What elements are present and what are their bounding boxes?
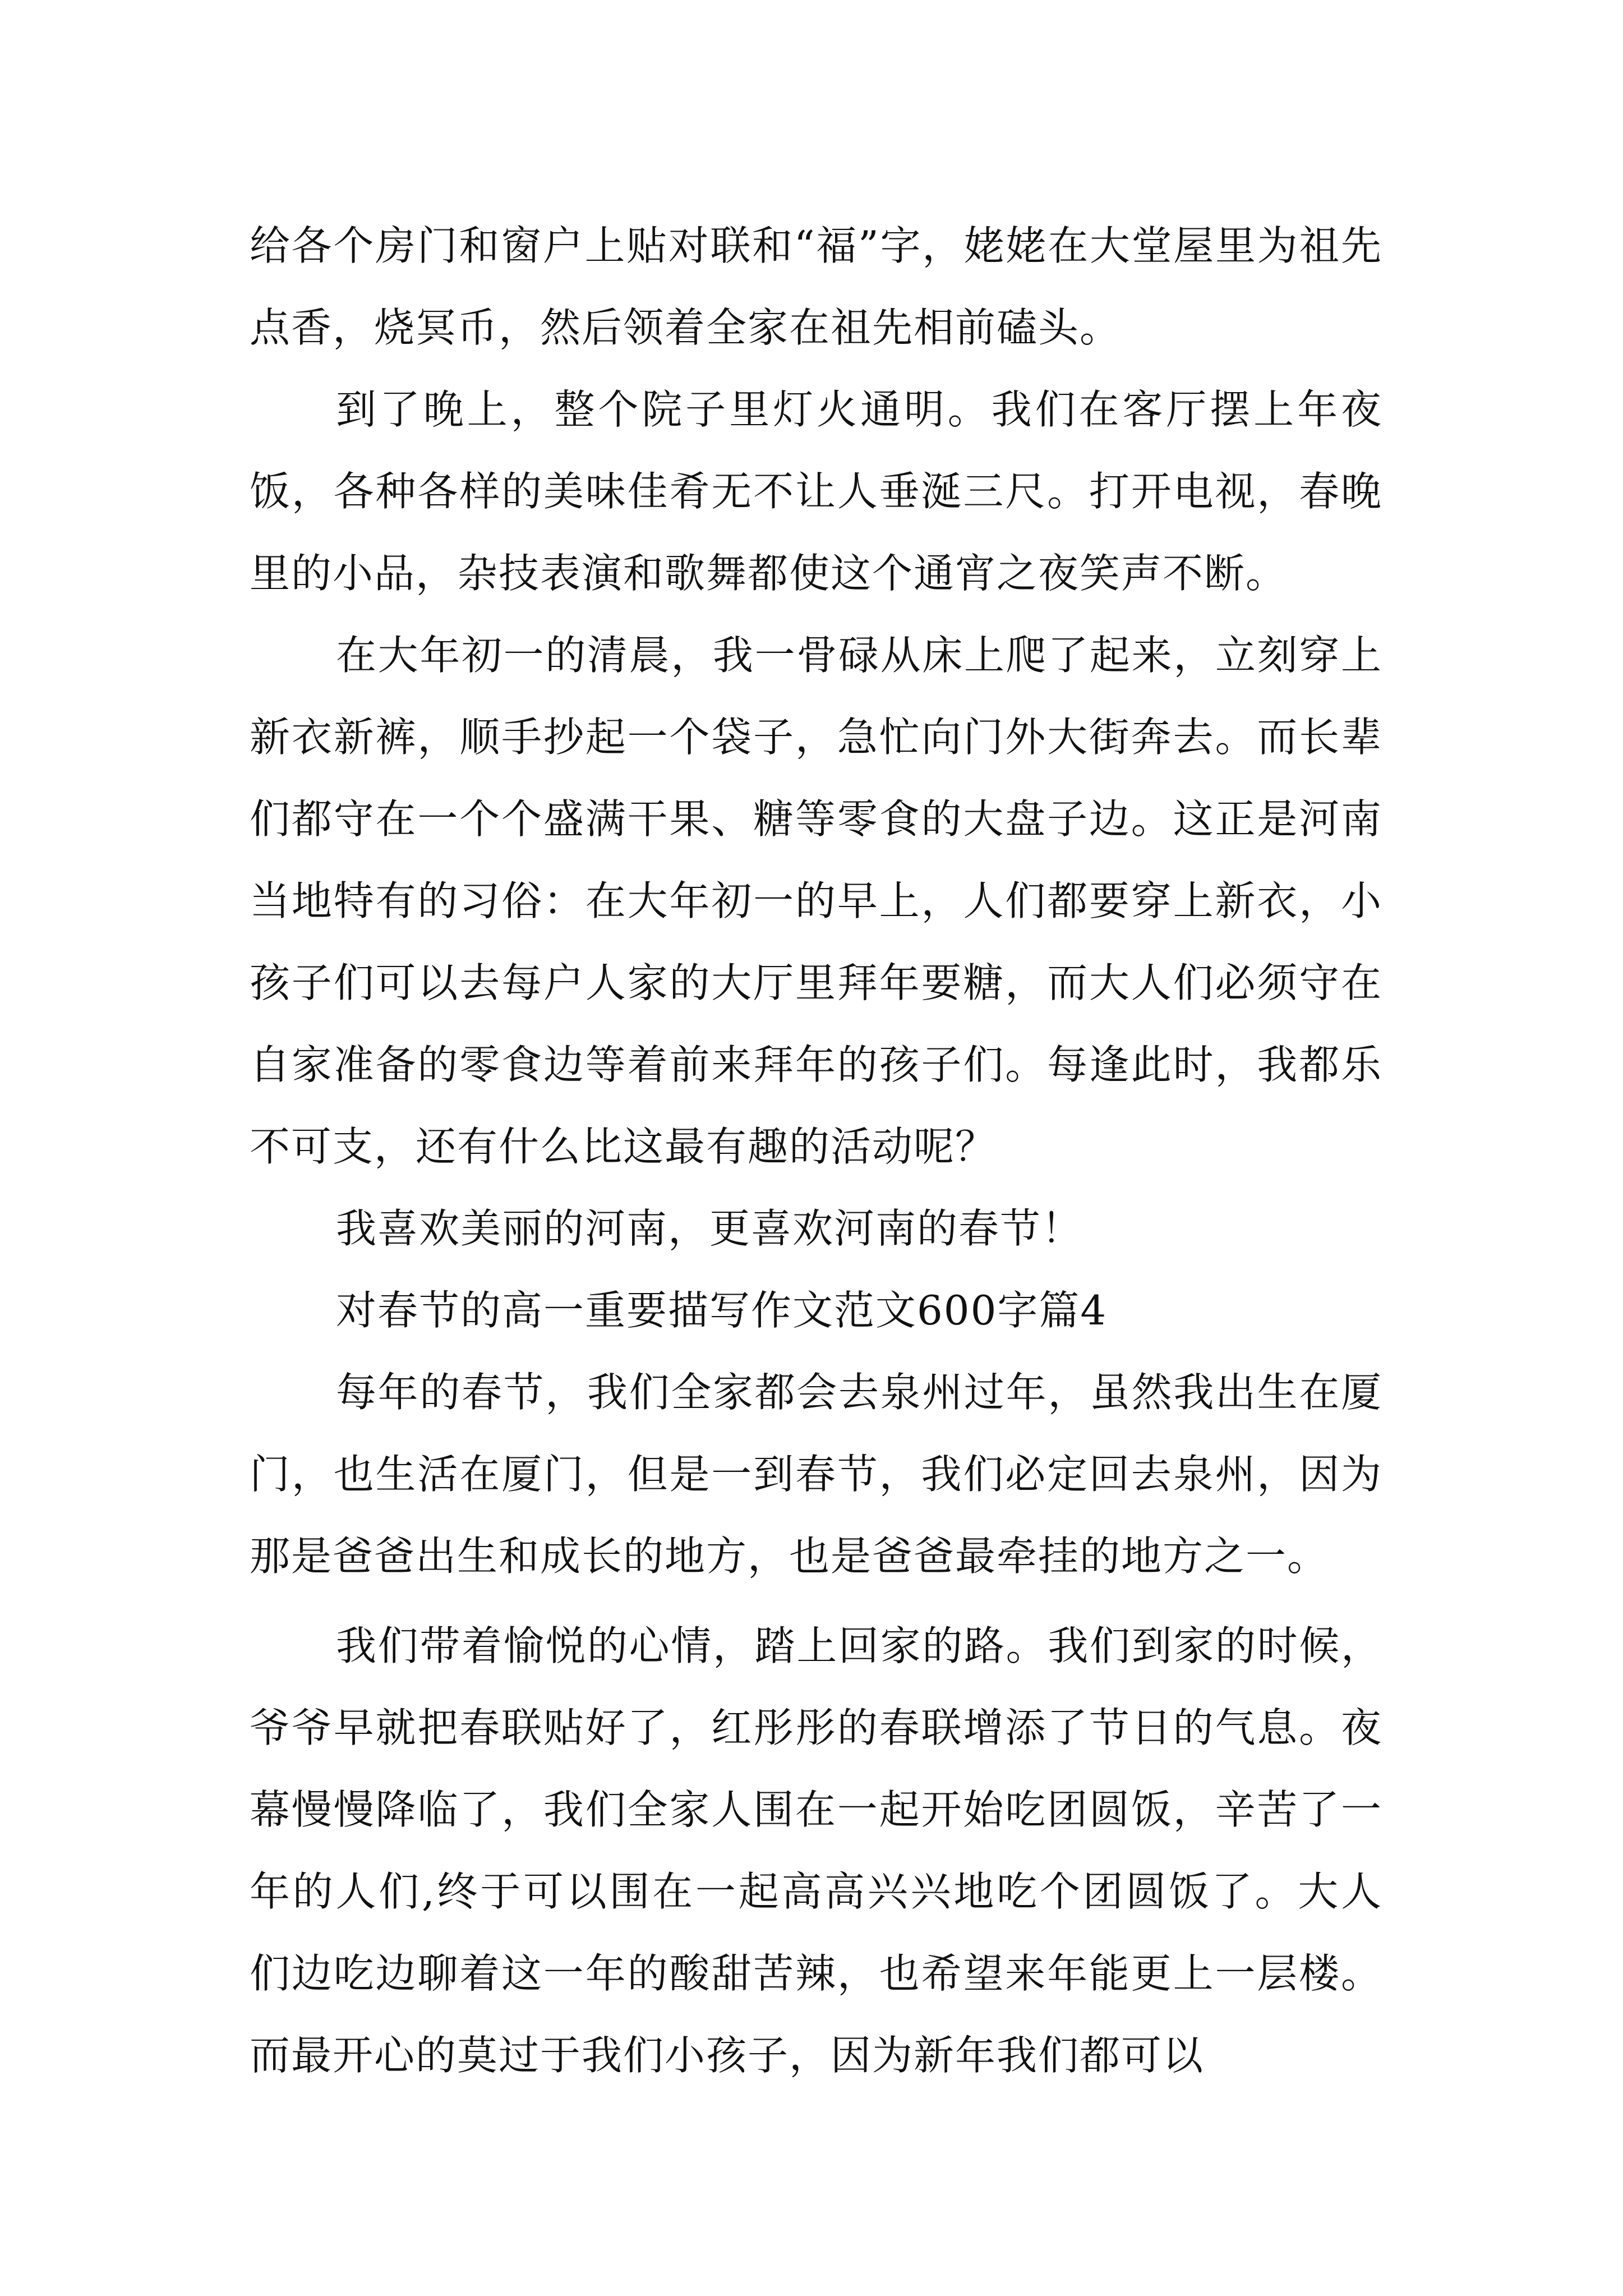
- paragraph-closing: 我喜欢美丽的河南，更喜欢河南的春节！: [336, 1205, 1083, 1252]
- essay-heading: 对春节的高一重要描写作文范文600字篇4: [336, 1287, 1108, 1334]
- paragraph-first-day: 在大年初一的清晨，我一骨碌从床上爬了起来，立刻穿上新衣新裤，顺手抄起一个袋子，急忙向门外大街奔去。而长辈们都守在一个个盛满干果、糖等零食的大盘子边。这正是河南当地特有的习俗：在大年初一的早上，人们都要穿上新衣，小孩子们可以去每户人家的大厅里拜年要糖，而大人们必须守在自家准备的零食边等着前来拜年的孩子们。每逢此时，我都乐不可支，还有什么比这最有趣的活动呢？: [250, 632, 1382, 1170]
- paragraph-continued: 给各个房门和窗户上贴对联和“福”字，姥姥在大堂屋里为祖先点香，烧冥币，然后领着全家在祖先相前磕头。: [250, 222, 1382, 351]
- paragraph-new-year-eve: 到了晚上，整个院子里灯火通明。我们在客厅摆上年夜饭，各种各样的美味佳肴无不让人垂涎三尺。打开电视，春晚里的小品，杂技表演和歌舞都使这个通宵之夜笑声不断。: [250, 386, 1382, 597]
- paragraph-reunion: 我们带着愉悦的心情，踏上回家的路。我们到家的时候，爷爷早就把春联贴好了，红彤彤的春联增添了节日的气息。夜幕慢慢降临了，我们全家人围在一起开始吃团圆饭，辛苦了一年的人们,终于可以围在一起高高兴兴地吃个团圆饭了。大人们边吃边聊着这一年的酸甜苦辣，也希望来年能更上一层楼。而最开心的莫过于我们小孩子，因为新年我们都可以: [250, 1622, 1382, 2079]
- body-text: [250, 205, 1382, 2096]
- paragraph-quanzhou: 每年的春节，我们全家都会去泉州过年，虽然我出生在厦门，也生活在厦门，但是一到春节，我们必定回去泉州，因为那是爸爸出生和成长的地方，也是爸爸最牵挂的地方之一。: [250, 1369, 1382, 1580]
